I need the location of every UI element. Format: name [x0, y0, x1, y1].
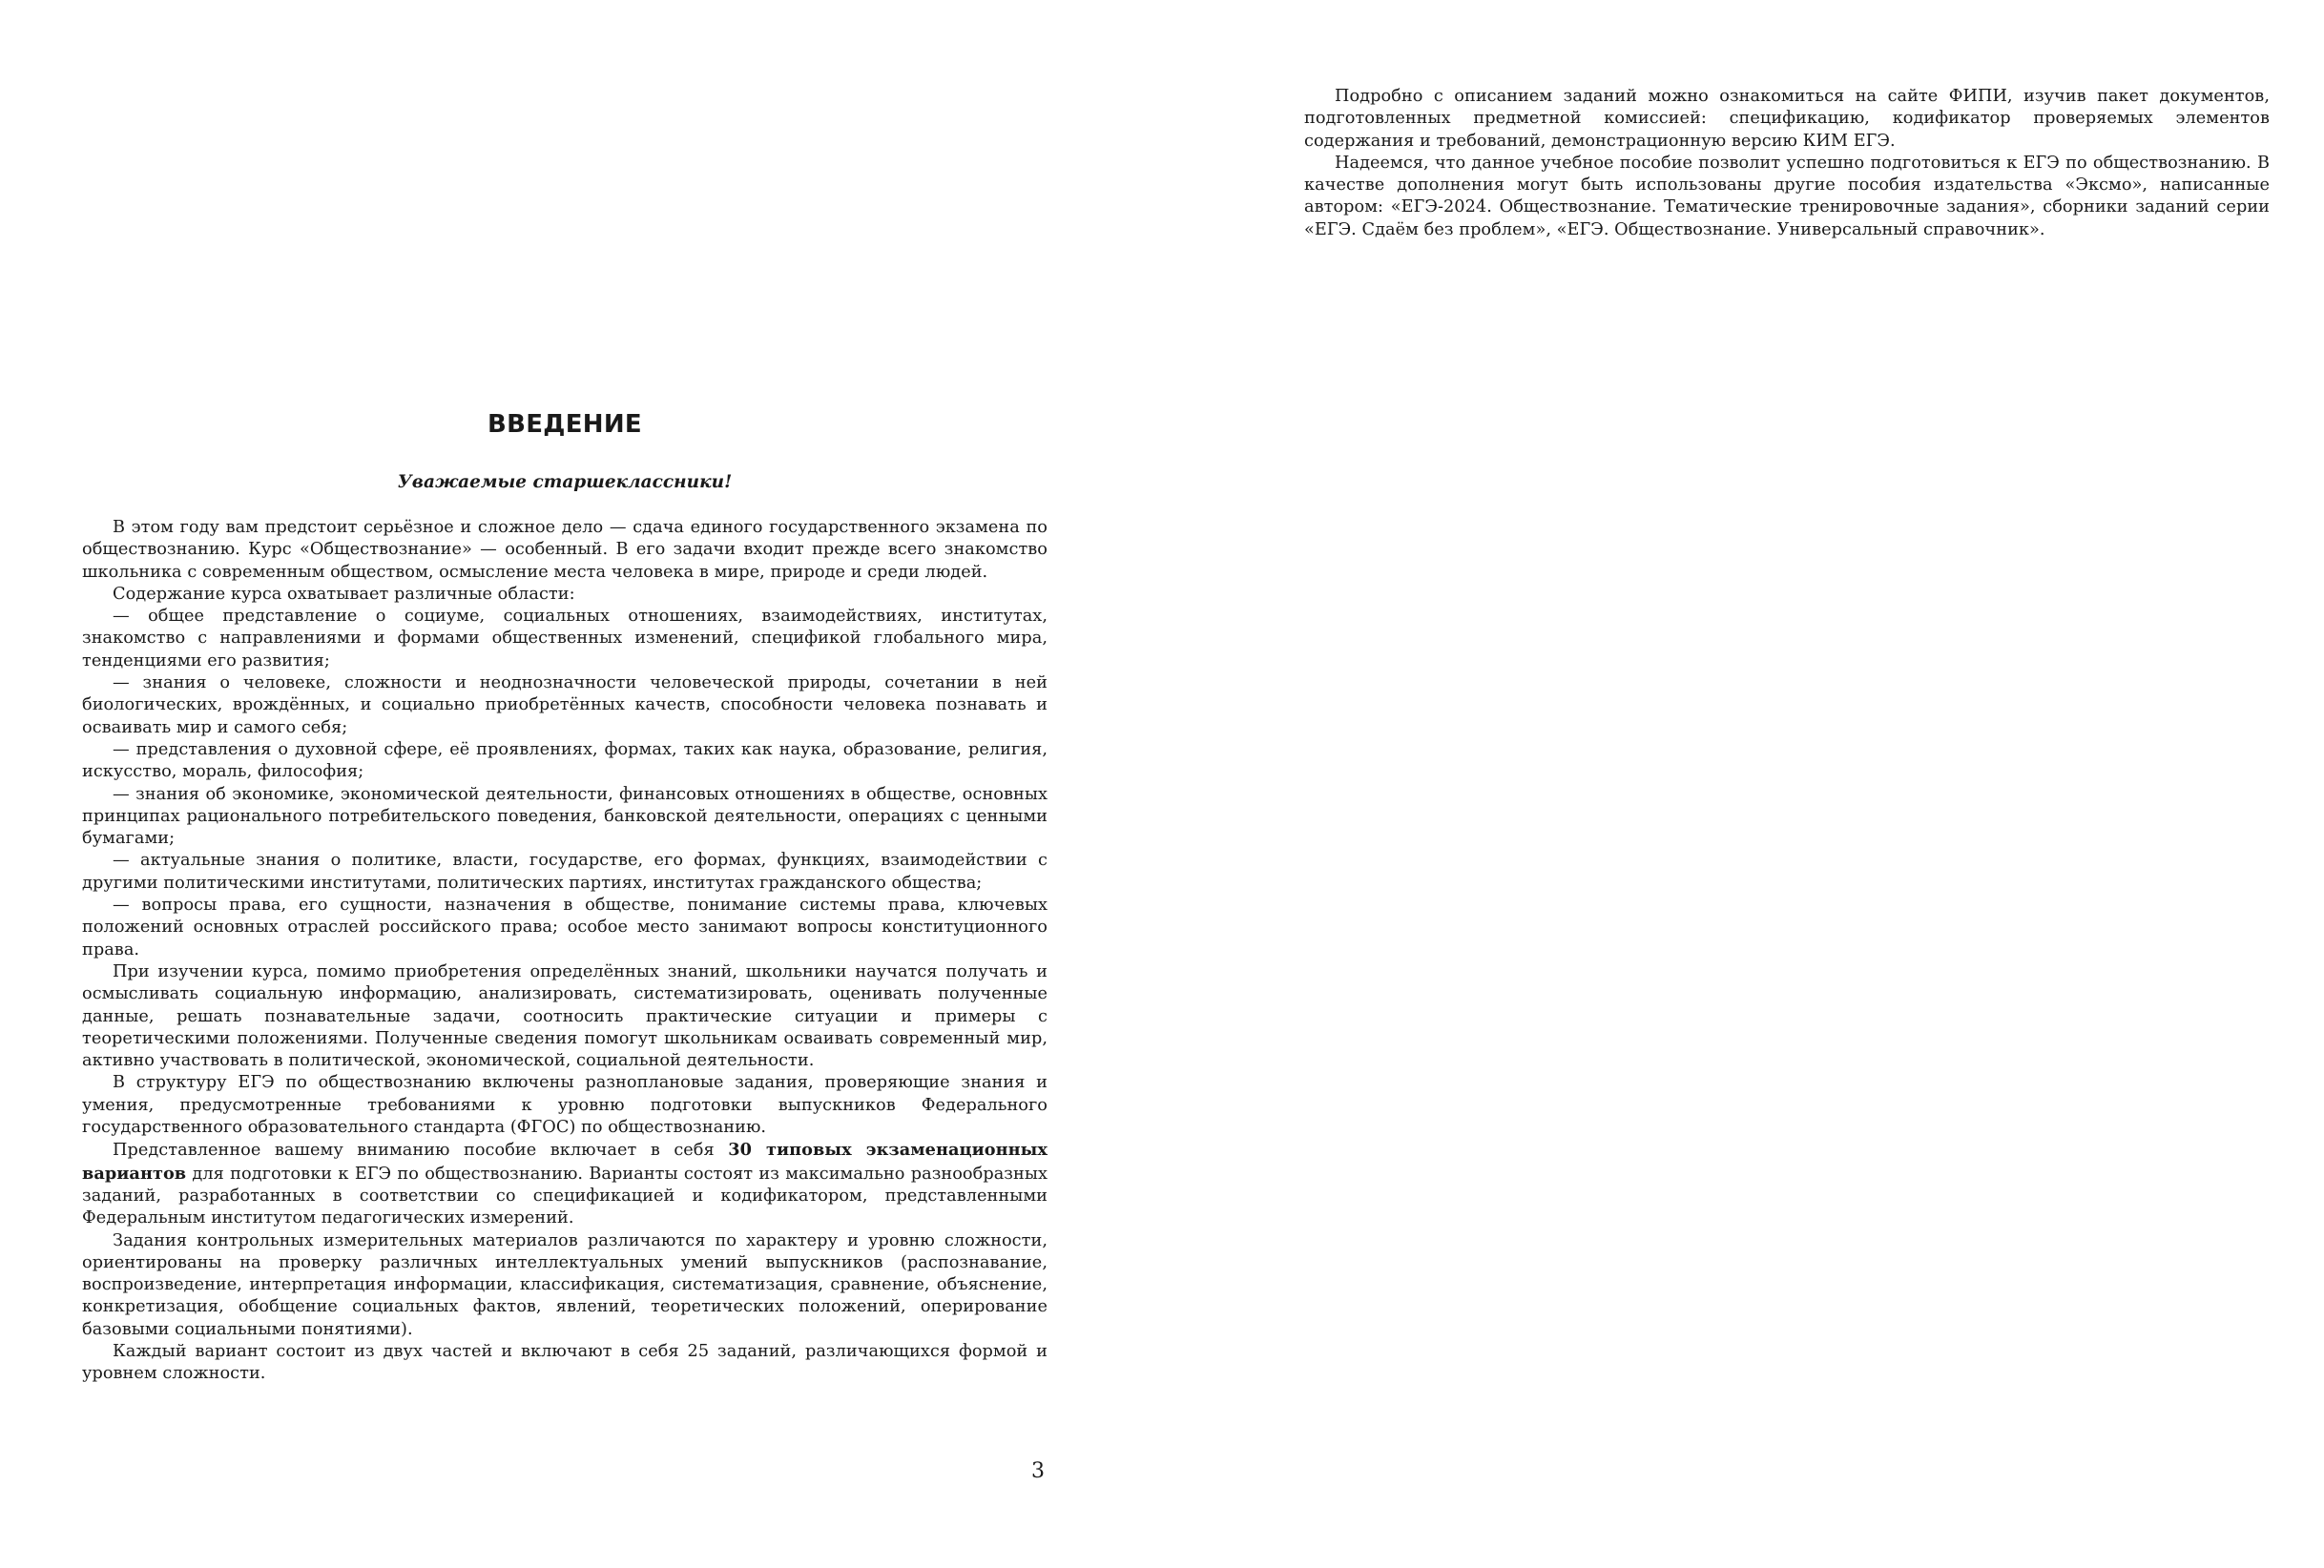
paragraph: В этом году вам предстоит серьёзное и сложное дело — сдача единого государственного экзамена по обществознанию. Курс «Обществознание» — особенный. В его задачи входит прежде всего знакомство школьника с современным обществом, осмысление места человека в мире, природе и среди людей. — [82, 518, 1048, 582]
right-page — [1304, 86, 2270, 241]
right-page-body — [1304, 86, 2270, 241]
list-item: — актуальные знания о политике, власти, государстве, его формах, функциях, взаимодействии с другими политическими институтами, политических партиях, институтах гражданского общества; — [82, 851, 1048, 893]
text-run: для подготовки к ЕГЭ по обществознанию. Варианты состоят из максимально разнообразных заданий, разработанных в соответствии со спецификацией и кодификатором, представленными Федеральным институтом педагогических измерений. — [82, 1164, 1048, 1228]
paragraph: В структуру ЕГЭ по обществознанию включены разноплановые задания, проверяющие знания и умения, предусмотренные требованиями к уровню подготовки выпускников Федерального государственного образовательного стандарта (ФГОС) по обществознанию. — [82, 1073, 1048, 1138]
salutation: Уважаемые старшеклассники! — [397, 472, 733, 492]
paragraph: Подробно с описанием заданий можно ознакомиться на сайте ФИПИ, изучив пакет документов, подготовленных предметной комиссией: спецификацию, кодификатор проверяемых элементов содержания и требований, демонстрационную версию КИМ ЕГЭ. — [1304, 87, 2270, 151]
paragraph: Задания контрольных измерительных материалов различаются по характеру и уровню сложности, ориентированы на проверку различных интеллектуальных умений выпускников (распознавание, воспроизведение, интерпретация информации, классификация, систематизация, сравнение, объяснение, конкретизация, обобщение социальных фактов, явлений, теоретических положений, оперирование базовыми социальными понятиями). — [82, 1230, 1048, 1339]
paragraph: Надеемся, что данное учебное пособие позволит успешно подготовиться к ЕГЭ по обществознанию. В качестве дополнения могут быть использованы другие пособия издательства «Эксмо», написанные автором: «ЕГЭ-2024. Обществознание. Тематические тренировочные задания», сборники заданий серии «ЕГЭ. Сдаём без проблем», «ЕГЭ. Обществознание. Универсальный справочник». — [1304, 153, 2270, 239]
list-item: — знания об экономике, экономической деятельности, финансовых отношениях в обществе, основных принципах рационального потребительского поведения, банковской деятельности, операциях с ценными бумагами; — [82, 784, 1048, 849]
list-item: — знания о человеке, сложности и неоднозначности человеческой природы, сочетании в ней биологических, врождённых, и социально приобретённых качеств, способности человека познавать и осваивать мир и самого себя; — [82, 673, 1048, 737]
list-item: — общее представление о социуме, социальных отношениях, взаимодействиях, институтах, знакомство с направлениями и формами общественных изменений, спецификой глобального мира, тенденциями его развития; — [82, 607, 1048, 671]
paragraph: Содержание курса охватывает различные области: — [113, 584, 575, 604]
text-run: Представленное вашему вниманию пособие включает в себя — [113, 1141, 729, 1161]
page-number: 3 — [1031, 1459, 1045, 1483]
list-item: — вопросы права, его сущности, назначения в обществе, понимание системы права, ключевых положений основных отраслей российского права; особое место занимают вопросы конституционного права. — [82, 896, 1048, 959]
page-heading: ВВЕДЕНИЕ — [488, 410, 642, 439]
paragraph-with-bold — [82, 1139, 1048, 1229]
paragraph: При изучении курса, помимо приобретения определённых знаний, школьники научатся получать и осмысливать социальную информацию, анализировать, систематизировать, оценивать полученные данные, решать познавательные задачи, соотносить практические ситуации и примеры с теоретическими положениями. Полученные сведения помогут школьникам осваивать современный мир, активно участвовать в политической, экономической, социальной деятельности. — [82, 961, 1048, 1071]
bold-text: 30 типовых экзаменационных вариантов — [82, 1140, 1048, 1184]
list-item: — представления о духовной сфере, её проявлениях, формах, таких как наука, образование, религия, искусство, мораль, философия; — [82, 739, 1048, 782]
left-page-body — [82, 517, 1048, 1386]
left-page — [82, 410, 1048, 1386]
paragraph: Каждый вариант состоит из двух частей и включают в себя 25 заданий, различающихся формой и уровнем сложности. — [82, 1341, 1048, 1384]
